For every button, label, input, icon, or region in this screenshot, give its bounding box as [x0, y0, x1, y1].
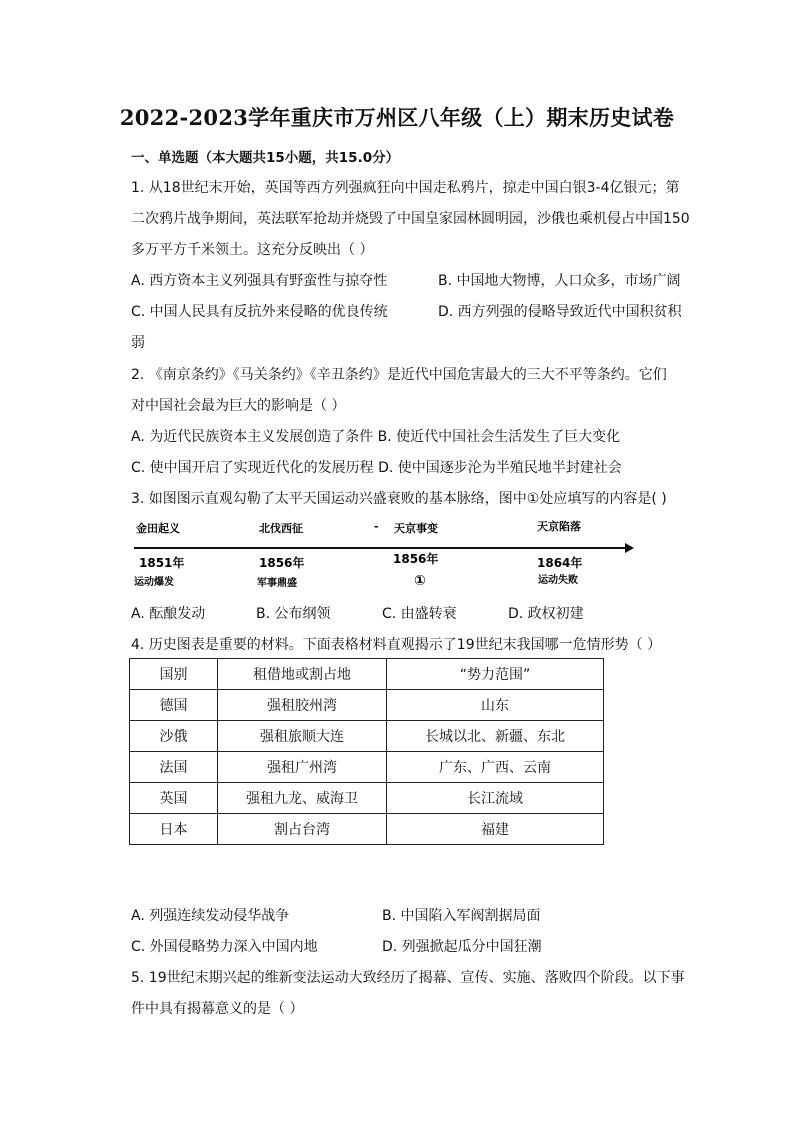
q4-option-c[interactable]: C. 外国侵略势力深入中国内地: [131, 939, 318, 955]
table-header-cell: 国别: [130, 659, 218, 690]
table-cell: 德国: [130, 690, 218, 721]
q3-option-d[interactable]: D. 政权初建: [508, 606, 584, 622]
section-heading: 一、单选题（本大题共15小题，共15.0分）: [131, 150, 400, 166]
table-cell: 强租胶州湾: [218, 690, 387, 721]
table-row: [130, 814, 604, 845]
q1-line-3: 多万平方千米领土。这充分反映出（ ）: [131, 242, 374, 258]
q1-option-c[interactable]: C. 中国人民具有反抗外来侵略的优良传统: [131, 304, 388, 320]
table-row: [130, 783, 604, 814]
q4-option-a[interactable]: A. 列强连续发动侵华战争: [131, 908, 290, 924]
table-cell: 强租广州湾: [218, 752, 387, 783]
table-cell: 日本: [130, 814, 218, 845]
q1-line-1: 1. 从18世纪末开始，英国等西方列强疯狂向中国走私鸦片，掠走中国白银3-4亿银元；第: [131, 180, 680, 196]
q2-options-ab[interactable]: A. 为近代民族资本主义发展创造了条件 B. 使近代中国社会生活发生了巨大变化: [131, 429, 621, 445]
table-header-cell: “势力范围”: [387, 659, 604, 690]
table-cell: 长江流域: [387, 783, 604, 814]
q2-options-cd[interactable]: C. 使中国开启了实现近代化的发展历程 D. 使中国逐步沦为半殖民地半封建社会: [131, 460, 622, 476]
q1-line-2: 二次鸦片战争期间，英法联军抢劫并烧毁了中国皇家园林圆明园，沙俄也乘机侵占中国150: [131, 211, 690, 227]
timeline-blank-marker: ①: [414, 573, 426, 589]
q4-line-1: 4. 历史图表是重要的材料。下面表格材料直观揭示了19世纪末我国哪一危情形势（ ）: [131, 637, 662, 653]
table-header-row: [130, 659, 604, 690]
timeline-top-label-2: 北伐西征: [259, 522, 303, 535]
timeline-year-4: 1864年: [537, 556, 583, 570]
q4-option-d[interactable]: D. 列强掀起瓜分中国狂潮: [382, 939, 542, 955]
timeline-year-2: 1856年: [259, 556, 305, 570]
timeline-year-1: 1851年: [139, 556, 185, 570]
q2-line-1: 2. 《南京条约》《马关条约》《辛丑条约》是近代中国危害最大的三大不平等条约。它们: [131, 367, 667, 383]
q1-option-a[interactable]: A. 西方资本主义列强具有野蛮性与掠夺性: [131, 273, 388, 289]
q3-option-b[interactable]: B. 公布纲领: [256, 606, 331, 622]
exam-title: 2022-2023学年重庆市万州区八年级（上）期末历史试卷: [119, 105, 675, 130]
table-cell: 割占台湾: [218, 814, 387, 845]
table-header-cell: 租借地或割占地: [218, 659, 387, 690]
table-cell: 沙俄: [130, 721, 218, 752]
timeline-year-3: 1856年: [393, 552, 439, 566]
table-row: [130, 690, 604, 721]
timeline-top-label-3: 天京事变: [394, 522, 438, 535]
timeline-bottom-label-2: 军事鼎盛: [257, 578, 297, 589]
table-row: [130, 721, 604, 752]
q5-line-1: 5. 19世纪末期兴起的维新变法运动大致经历了揭幕、宣传、实施、落败四个阶段。以下事: [131, 970, 685, 986]
timeline-bottom-label-4: 运动失败: [538, 575, 578, 586]
q2-line-2: 对中国社会最为巨大的影响是（ ）: [131, 398, 346, 414]
table-row: [130, 752, 604, 783]
q3-line-1: 3. 如图图示直观勾勒了太平天国运动兴盛衰败的基本脉络，图中①处应填写的内容是( ): [131, 491, 667, 507]
q1-option-d-wrap: 弱: [131, 335, 145, 351]
timeline-bottom-label-1: 运动爆发: [134, 577, 174, 588]
q1-option-d[interactable]: D. 西方列强的侵略导致近代中国积贫积: [438, 304, 682, 320]
timeline-top-label-4: 天京陷落: [537, 520, 581, 533]
q3-option-c[interactable]: C. 由盛转衰: [382, 606, 457, 622]
spheres-of-influence-table: [129, 658, 604, 845]
q1-option-b[interactable]: B. 中国地大物博，人口众多，市场广阔: [438, 273, 681, 289]
q5-line-2: 件中具有揭幕意义的是（ ）: [131, 1001, 304, 1017]
table-cell: 广东、广西、云南: [387, 752, 604, 783]
table-cell: 山东: [387, 690, 604, 721]
table-cell: 强租旅顺大连: [218, 721, 387, 752]
table-cell: 长城以北、新疆、东北: [387, 721, 604, 752]
table-cell: 强租九龙、威海卫: [218, 783, 387, 814]
q4-option-b[interactable]: B. 中国陷入军阀割据局面: [382, 908, 541, 924]
q3-option-a[interactable]: A. 酝酿发动: [131, 606, 206, 622]
table-cell: 法国: [130, 752, 218, 783]
timeline-top-label-1: 金田起义: [136, 522, 180, 535]
table-cell: 英国: [130, 783, 218, 814]
table-cell: 福建: [387, 814, 604, 845]
taiping-timeline: [131, 515, 636, 595]
timeline-dash-mark: -: [374, 520, 379, 533]
timeline-arrow-head: [625, 543, 634, 553]
